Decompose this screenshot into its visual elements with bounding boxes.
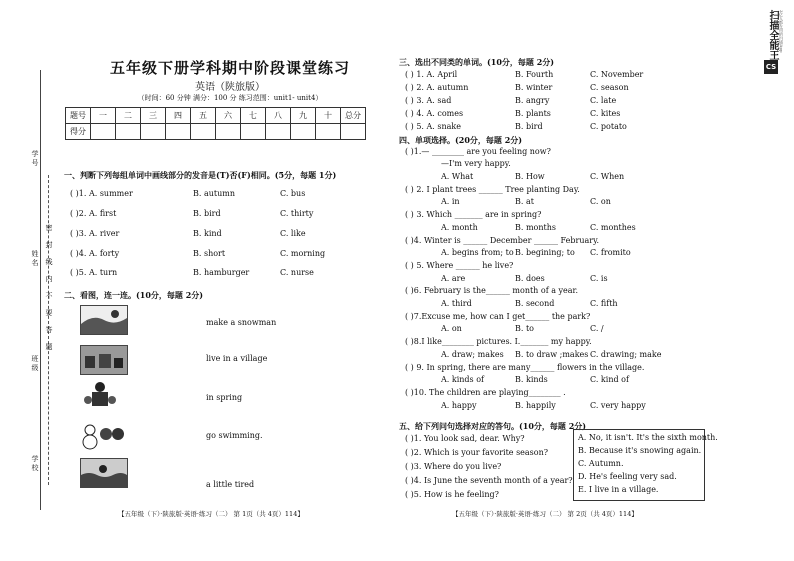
phrase-item: a little tired (206, 480, 255, 489)
sec5-question: ( )1. You look sad, dear. Why? (405, 434, 525, 443)
sec2-title: 二、看图，连一连。(10分，每题 2分) (64, 290, 204, 300)
sec1-item: ( )1. A. summer (70, 189, 133, 198)
answer-option: A. No, it isn't. It's the sixth month. (578, 433, 718, 442)
footer-right: 【五年级（下）·陕旅版·英语·练习（二） 第 2页（共 4页）114】 (452, 510, 638, 518)
phrase-item: live in a village (206, 354, 268, 363)
sec4-option: A. third (441, 299, 472, 308)
sec4-option: A. month (441, 223, 478, 232)
sec3-title: 三、选出不同类的单词。(10分，每题 2分) (399, 57, 555, 67)
sec4-option: A. on (441, 324, 462, 333)
sec4-question: ( ) 2. I plant trees ______ Tree planting Day. (405, 185, 580, 194)
sec4-option: A. What (441, 172, 474, 181)
sec4-question: ( )1.— ________ are you feeling now? (405, 147, 551, 156)
sec1-option: B. short (193, 249, 226, 258)
sec4-option: B. begining; to (515, 248, 575, 257)
page-subtitle: 英语（陕旅版） (195, 82, 265, 93)
sec4-option: B. months (515, 223, 556, 232)
sec4-question: ( ) 5. Where ______ he live? (405, 261, 514, 270)
exam-info: （时间：60 分钟 满分：100 分 练习范围：unit1- unit4） (137, 94, 323, 102)
sec3-option: C. potato (590, 122, 627, 131)
logo-name: 扫描全能王 (767, 10, 778, 60)
sec4-option: C. fromito (590, 248, 631, 257)
logo-subtitle: 3亿人都在用的扫描App (779, 10, 784, 53)
logo-cs-icon: CS (764, 60, 778, 74)
sec3-item: ( ) 2. A. autumn (405, 83, 469, 92)
sec4-question: ( ) 9. In spring, there are many______ flowers in the village. (405, 363, 645, 372)
sec4-option: C. monthes (590, 223, 636, 232)
sec1-item: ( )2. A. first (70, 209, 117, 218)
sec3-option: B. angry (515, 96, 550, 105)
sec4-option: A. are (441, 274, 466, 283)
sec3-option: C. November (590, 70, 644, 79)
phrase-item: in spring (206, 393, 243, 402)
sec4-option: C. fifth (590, 299, 618, 308)
sec4-question: ( ) 3. Which _______ are in spring? (405, 210, 542, 219)
seal-text: 密 封 线 内 不 要 答 题 (45, 224, 53, 351)
sec3-item: ( ) 5. A. snake (405, 122, 461, 131)
sec4-option: B. does (515, 274, 545, 283)
sec3-option: C. late (590, 96, 617, 105)
answer-option: E. I live in a village. (578, 485, 659, 494)
sec3-item: ( ) 1. A. April (405, 70, 458, 79)
sec1-option: B. autumn (193, 189, 235, 198)
binding-line (40, 70, 41, 510)
sec4-question: ( )8.I like________ pictures. I._______ my happy. (405, 337, 592, 346)
sec1-option: C. thirty (280, 209, 314, 218)
label-class: 班级 (31, 355, 39, 373)
sec3-option: B. plants (515, 109, 551, 118)
sec4-option: B. to draw ;makes (515, 350, 589, 359)
sec4-question: ( )7.Excuse me, how can I get______ the park? (405, 312, 591, 321)
sec4-option: B. to (515, 324, 534, 333)
label-name: 姓名 (31, 250, 39, 268)
sec4-option: C. When (590, 172, 625, 181)
sec4-question: —I'm very happy. (441, 159, 511, 168)
sec5-question: ( )2. Which is your favorite season? (405, 448, 549, 457)
sec3-option: C. season (590, 83, 629, 92)
sec3-item: ( ) 3. A. sad (405, 96, 452, 105)
sec4-option: C. kind of (590, 375, 629, 384)
sec3-option: B. winter (515, 83, 553, 92)
footer-left: 【五年级（下）·陕旅版·英语·练习（二） 第 1页（共 4页）114】 (118, 510, 304, 518)
camscanner-logo (764, 10, 784, 80)
answer-option: C. Autumn. (578, 459, 624, 468)
sec1-option: B. bird (193, 209, 221, 218)
sec3-option: C. kites (590, 109, 621, 118)
score-table (65, 107, 366, 140)
sec4-title: 四、单项选择。(20分，每题 2分) (399, 135, 523, 145)
sec4-option: B. second (515, 299, 555, 308)
picture-children-playing (80, 380, 120, 412)
page-title: 五年级下册学科期中阶段课堂练习 (109, 59, 350, 77)
score-value-row: 得分 (66, 124, 366, 140)
sec4-question: ( )6. February is the______ month of a year. (405, 286, 579, 295)
sec4-option: B. How (515, 172, 545, 181)
sec5-question: ( )4. Is June the seventh month of a year? (405, 476, 573, 485)
sec4-option: B. at (515, 197, 534, 206)
picture-village (80, 345, 128, 375)
sec1-option: C. morning (280, 249, 326, 258)
sec4-option: B. happily (515, 401, 556, 410)
sec4-option: A. in (441, 197, 460, 206)
sec3-option: B. Fourth (515, 70, 554, 79)
sec4-option: A. happy (441, 401, 477, 410)
sec5-title: 五、给下列问句选择对应的答句。(10分，每题 2分) (399, 421, 587, 431)
phrase-item: make a snowman (206, 318, 277, 327)
sec3-option: B. bird (515, 122, 543, 131)
sec1-item: ( )4. A. forty (70, 249, 120, 258)
phrase-item: go swimming. (206, 431, 263, 440)
sec1-option: B. hamburger (193, 268, 250, 277)
score-header-row: 题号 一 二 三 四 五 六 七 八 九 十 总分 (66, 108, 366, 124)
sec4-option: C. / (590, 324, 604, 333)
sec5-question: ( )3. Where do you live? (405, 462, 502, 471)
sec4-option: C. on (590, 197, 611, 206)
answer-option: D. He's feeling very sad. (578, 472, 677, 481)
sec3-item: ( ) 4. A. comes (405, 109, 464, 118)
sec4-option: A. begins from; to (441, 248, 514, 257)
picture-snow-landscape (80, 305, 128, 335)
sec4-option: C. very happy (590, 401, 646, 410)
sec1-item: ( )3. A. river (70, 229, 120, 238)
sec1-option: B. kind (193, 229, 222, 238)
sec1-option: C. like (280, 229, 306, 238)
label-student-id: 学号 (31, 150, 39, 168)
sec4-option: B. kinds (515, 375, 548, 384)
sec1-option: C. nurse (280, 268, 314, 277)
sec4-question: ( )10. The children are playing________ . (405, 388, 566, 397)
sec1-item: ( )5. A. turn (70, 268, 118, 277)
sec1-title: 一、判断下列每组单词中画线部分的发音是(T)否(F)相同。(5分，每题 1分) (64, 170, 337, 180)
picture-swimming (80, 458, 128, 488)
picture-snowman (80, 418, 126, 450)
sec1-option: C. bus (280, 189, 306, 198)
answer-box (573, 429, 718, 501)
sec4-option: C. drawing; make (590, 350, 662, 359)
sec4-option: A. draw; makes (441, 350, 504, 359)
sec4-question: ( )4. Winter is ______ December ______ February. (405, 236, 600, 245)
sec4-option: A. kinds of (441, 375, 484, 384)
answer-option: B. Because it's snowing again. (578, 446, 702, 455)
sec4-option: C. is (590, 274, 608, 283)
label-school: 学校 (31, 455, 39, 473)
sec5-question: ( )5. How is he feeling? (405, 490, 499, 499)
